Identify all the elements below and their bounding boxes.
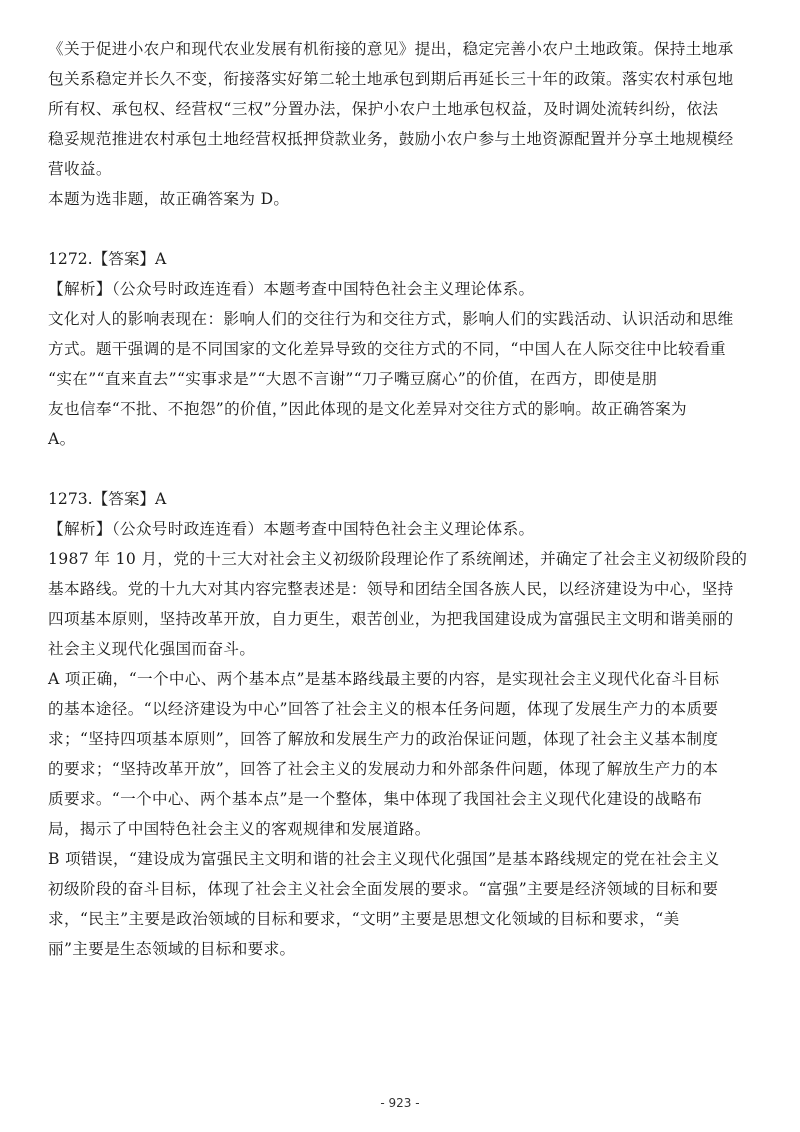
- text-line: 初级阶段的奋斗目标，体现了社会主义社会全面发展的要求。“富强”主要是经济领域的目标和要: [48, 880, 719, 898]
- text-line: 求，“民主”主要是政治领域的目标和要求，“文明”主要是思想文化领域的目标和要求，“美: [48, 910, 680, 928]
- text-line: 《关于促进小农户和现代农业发展有机衔接的意见》提出，稳定完善小农户土地政策。保持土地承: [48, 40, 734, 58]
- text-line: 包关系稳定并长久不变，衔接落实好第二轮土地承包到期后再延长三十年的政策。落实农村承包地: [48, 70, 734, 88]
- text-line: 丽”主要是生态领域的目标和要求。: [48, 940, 296, 958]
- conclusion-line: 本题为选非题，故正确答案为 D。: [48, 190, 290, 208]
- question-1272-heading: 1272.【答案】A: [48, 250, 167, 268]
- text-line: 所有权、承包权、经营权“三权”分置办法，保护小农户土地承包权益，及时调处流转纠纷，依法: [48, 100, 719, 118]
- text-line: “实在”“直来直去”“实事求是”“大恩不言谢”“刀子嘴豆腐心”的价值，在西方，即使是朋: [48, 370, 658, 388]
- text-line: 求；“坚持四项基本原则”，回答了解放和发展生产力的政治保证问题，体现了社会主义基本制度: [48, 730, 719, 748]
- page-number: - 923 -: [380, 1096, 420, 1110]
- text-line: 社会主义现代化强国而奋斗。: [48, 640, 256, 658]
- text-line: 的要求；“坚持改革开放”，回答了社会主义的发展动力和外部条件问题，体现了解放生产力的本: [48, 760, 719, 778]
- text-line: 质要求。“一个中心、两个基本点”是一个整体，集中体现了我国社会主义现代化建设的战略布: [48, 790, 703, 808]
- document-page: [48, 34, 756, 964]
- text-line: A。: [48, 430, 76, 448]
- analysis-label-line: 【解析】（公众号时政连连看）本题考查中国特色社会主义理论体系。: [48, 280, 535, 298]
- text-line: 文化对人的影响表现在：影响人们的交往行为和交往方式，影响人们的实践活动、认识活动和思维: [48, 310, 734, 328]
- text-line: 营收益。: [48, 160, 112, 178]
- previous-answer-block: [48, 34, 756, 214]
- question-1273-heading: 1273.【答案】A: [48, 490, 167, 508]
- text-line: 的基本途径。“以经济建设为中心”回答了社会主义的根本任务问题，体现了发展生产力的本质要: [48, 700, 719, 718]
- option-a-line: A 项正确，“一个中心、两个基本点”是基本路线最主要的内容，是实现社会主义现代化奋斗目标: [48, 670, 720, 688]
- question-1273-block: [48, 484, 756, 964]
- paragraph-gap: [48, 454, 756, 484]
- text-line: 四项基本原则，坚持改革开放，自力更生，艰苦创业，为把我国建设成为富强民主文明和谐美丽的: [48, 610, 734, 628]
- question-1272-block: [48, 244, 756, 454]
- paragraph-gap: [48, 214, 756, 244]
- analysis-label-line: 【解析】（公众号时政连连看）本题考查中国特色社会主义理论体系。: [48, 520, 535, 538]
- text-line: 方式。题干强调的是不同国家的文化差异导致的交往方式的不同，“中国人在人际交往中比较看重: [48, 340, 726, 358]
- text-line: 1987 年 10 月，党的十三大对社会主义初级阶段理论作了系统阐述，并确定了社会主义初级阶段的: [48, 550, 748, 568]
- text-line: 基本路线。党的十九大对其内容完整表述是：领导和团结全国各族人民，以经济建设为中心，坚持: [48, 580, 734, 598]
- text-line: 友也信奉“不批、不抱怨”的价值，”因此体现的是文化差异对交往方式的影响。故正确答案为: [48, 400, 687, 418]
- text-line: 稳妥规范推进农村承包土地经营权抵押贷款业务，鼓励小农户参与土地资源配置并分享土地规模经: [48, 130, 734, 148]
- text-line: 局，揭示了中国特色社会主义的客观规律和发展道路。: [48, 820, 431, 838]
- option-b-line: B 项错误，“建设成为富强民主文明和谐的社会主义现代化强国”是基本路线规定的党在社会主义: [48, 850, 720, 868]
